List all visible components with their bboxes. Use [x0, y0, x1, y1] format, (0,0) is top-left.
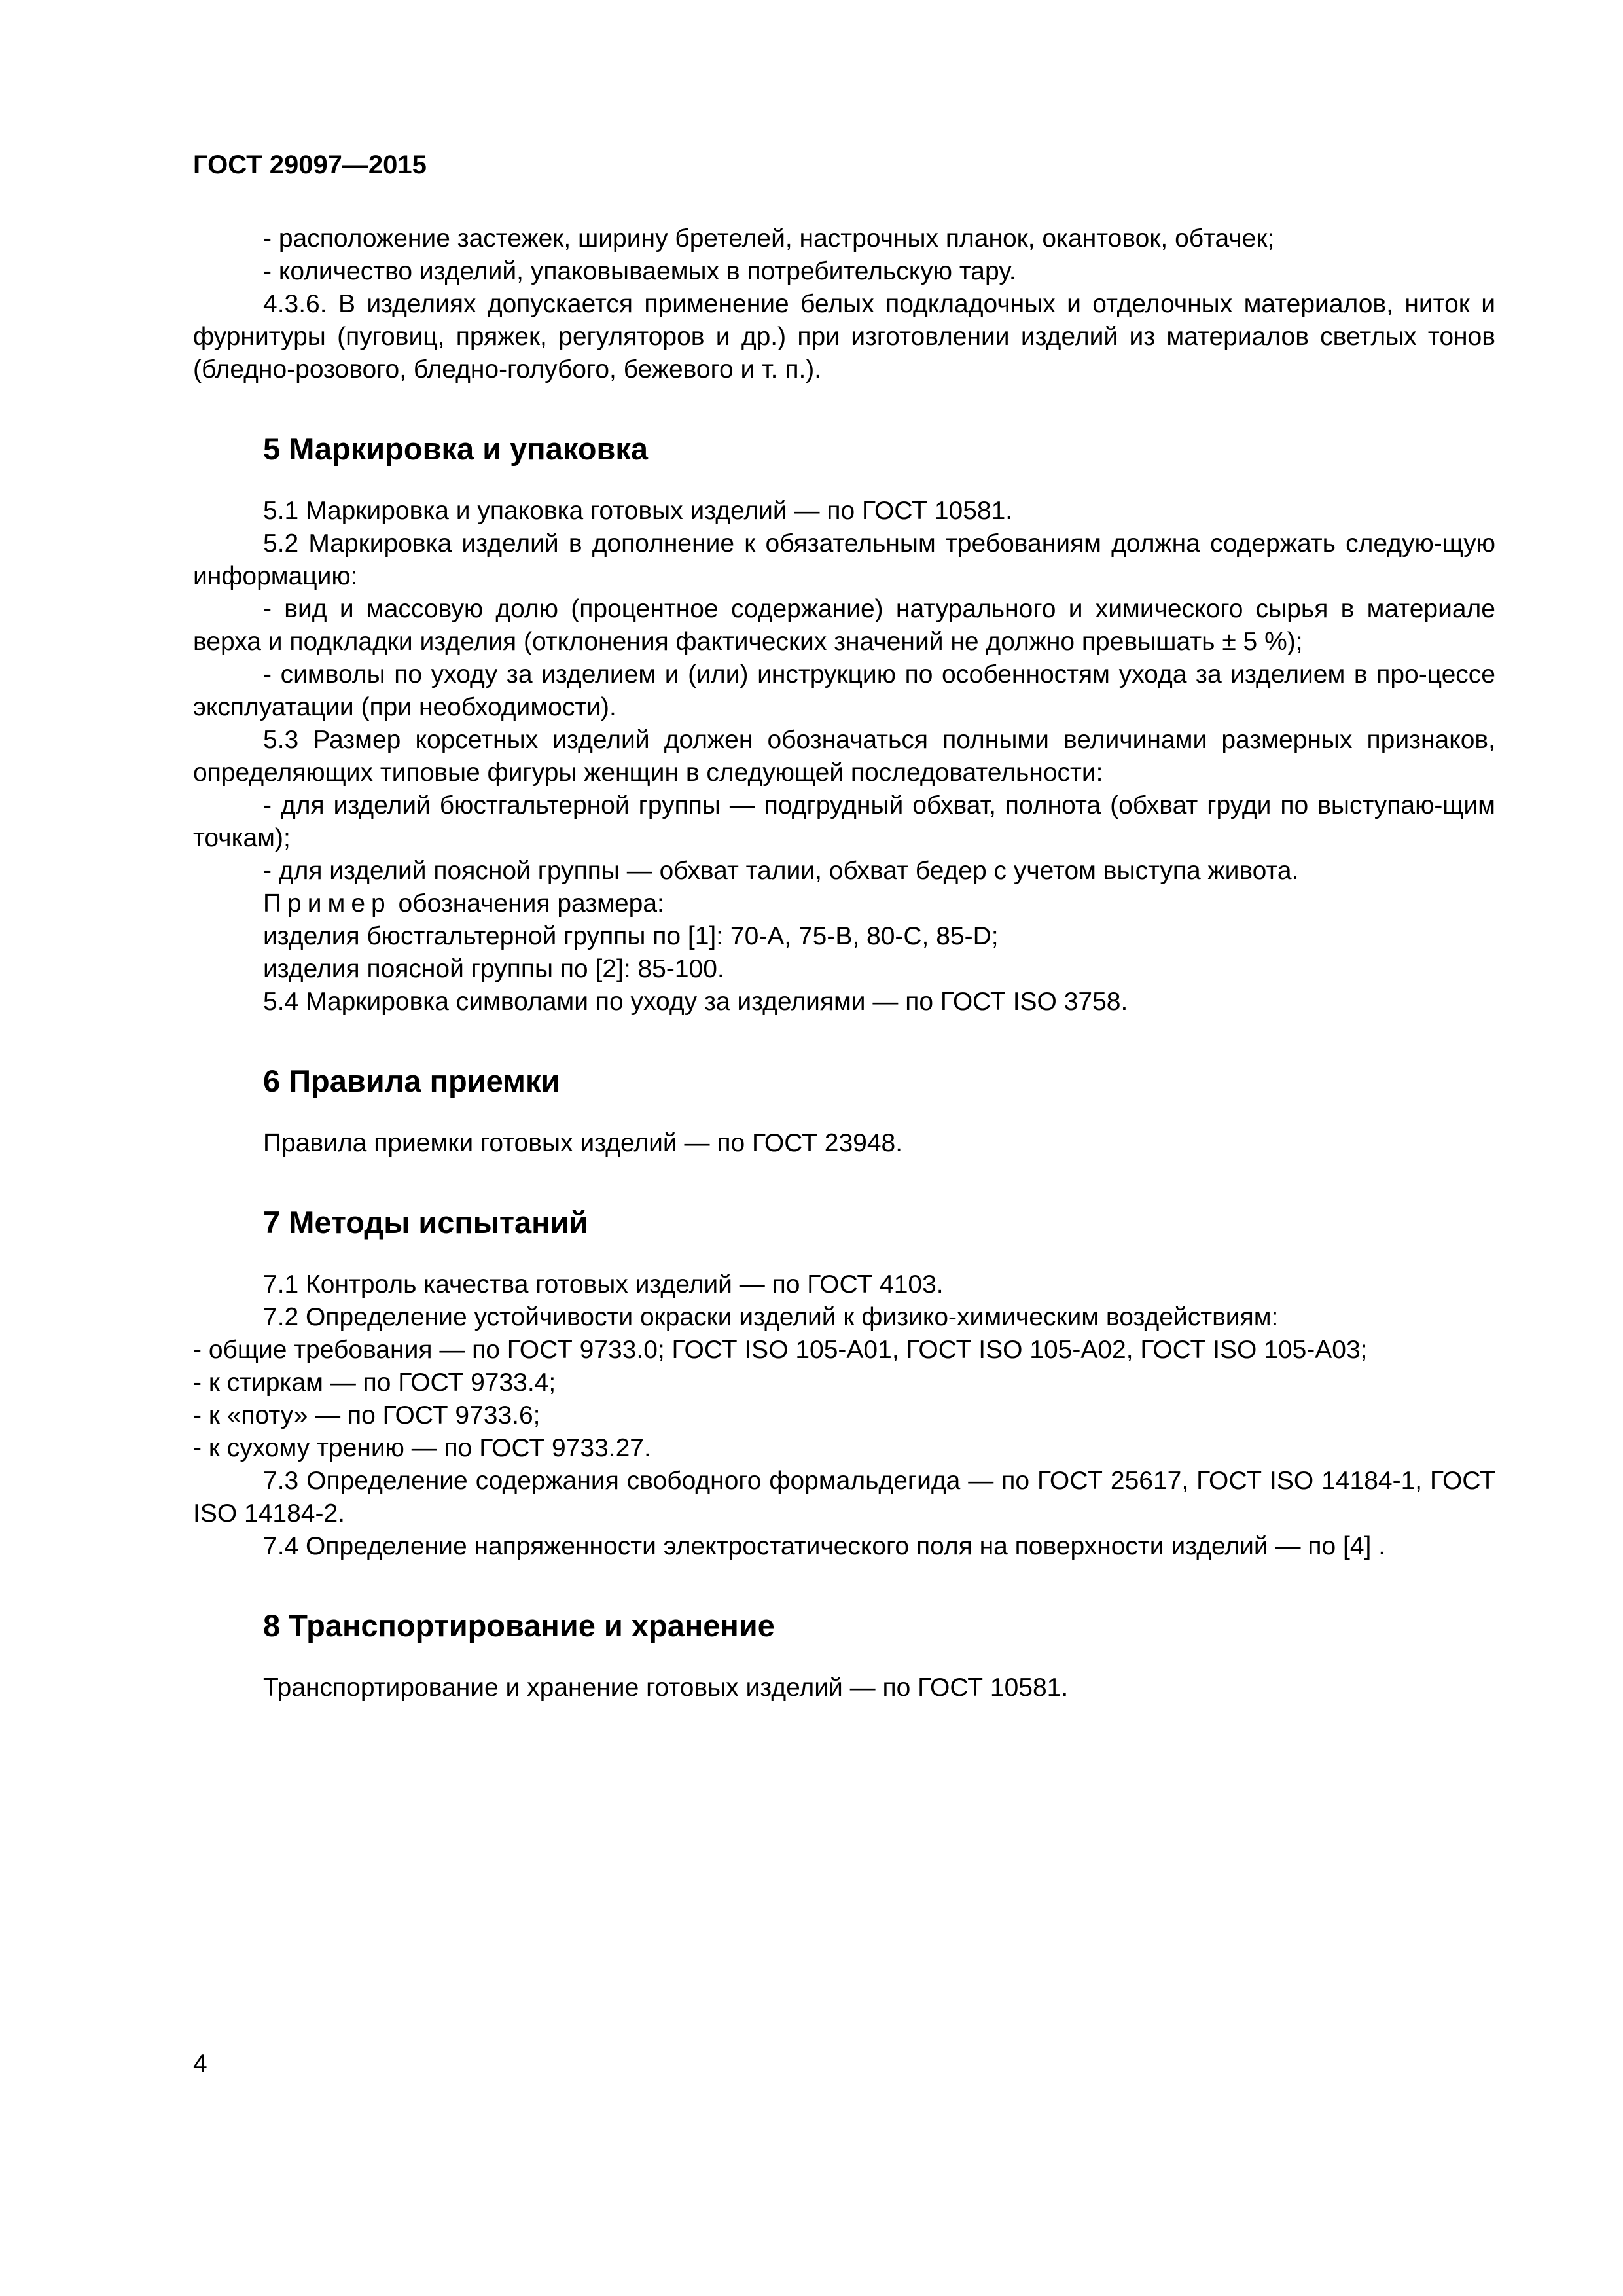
- paragraph-4-3-6: 4.3.6. В изделиях допускается применение белых подкладочных и отделочных материалов, ниток и фурнитуры (пуговиц, пряжек, регуляторов и др.) при изготовлении изделий из материалов светлых тонов (бледно-розового, бледно-голубого, бежевого и т. п.).: [193, 290, 1495, 384]
- document-header: ГОСТ 29097—2015: [193, 151, 427, 179]
- section-8-text: Транспортирование и хранение готовых изделий — по ГОСТ 10581.: [263, 1674, 1069, 1702]
- paragraph-7-4: 7.4 Определение напряженности электростатического поля на поверхности изделий — по [4] .: [263, 1532, 1386, 1560]
- example-caption-text: обозначения размера:: [391, 889, 664, 918]
- paragraph-7-1: 7.1 Контроль качества готовых изделий — по ГОСТ 4103.: [263, 1270, 944, 1299]
- list-item: - к «поту» — по ГОСТ 9733.6;: [193, 1401, 541, 1429]
- example-line: изделия поясной группы по [2]: 85-100.: [263, 955, 724, 983]
- list-item: - символы по уходу за изделием и (или) инструкцию по особенностям ухода за изделием в про-цессе эксплуатации (при необходимости).: [193, 660, 1495, 721]
- list-item: - общие требования — по ГОСТ 9733.0; ГОСТ ISO 105-А01, ГОСТ ISO 105-А02, ГОСТ ISO 105-А03;: [193, 1336, 1368, 1364]
- list-item: - расположение застежек, ширину бретелей, настрочных планок, окантовок, обтачек;: [263, 224, 1275, 253]
- paragraph-7-2: 7.2 Определение устойчивости окраски изделий к физико-химическим воздействиям:: [263, 1303, 1279, 1331]
- paragraph-7-3: 7.3 Определение содержания свободного формальдегида — по ГОСТ 25617, ГОСТ ISO 14184-1, ГОСТ ISO 14184-2.: [193, 1467, 1495, 1528]
- paragraph-5-2: 5.2 Маркировка изделий в дополнение к обязательным требованиям должна содержать следую-щую информацию:: [193, 529, 1495, 590]
- list-item: - количество изделий, упаковываемых в потребительскую тару.: [263, 257, 1016, 285]
- section-5-heading: 5 Маркировка и упаковка: [263, 431, 649, 466]
- example-line: изделия бюстгальтерной группы по [1]: 70-А, 75-В, 80-С, 85-D;: [263, 922, 999, 950]
- list-item: - для изделий поясной группы — обхват талии, обхват бедер с учетом выступа живота.: [263, 857, 1299, 885]
- example-label: Пример: [263, 889, 391, 918]
- paragraph-5-4: 5.4 Маркировка символами по уходу за изделиями — по ГОСТ ISO 3758.: [263, 988, 1128, 1016]
- list-item: - к стиркам — по ГОСТ 9733.4;: [193, 1369, 556, 1397]
- example-caption: [193, 888, 1495, 920]
- section-8-heading: 8 Транспортирование и хранение: [263, 1608, 775, 1643]
- list-item: - к сухому трению — по ГОСТ 9733.27.: [193, 1434, 651, 1462]
- section-6-text: Правила приемки готовых изделий — по ГОСТ 23948.: [263, 1129, 903, 1157]
- section-7-heading: 7 Методы испытаний: [263, 1205, 588, 1240]
- paragraph-5-3: 5.3 Размер корсетных изделий должен обозначаться полными величинами размерных признаков, определяющих типовые фигуры женщин в следующей последовательности:: [193, 726, 1495, 787]
- section-6-heading: 6 Правила приемки: [263, 1064, 560, 1098]
- list-item: - для изделий бюстгальтерной группы — подгрудный обхват, полнота (обхват груди по выступаю-щим точкам);: [193, 791, 1495, 852]
- list-item: - вид и массовую долю (процентное содержание) натурального и химического сырья в материале верха и подкладки изделия (отклонения фактических значений не должно превышать ± 5 %);: [193, 595, 1495, 656]
- page-number: 4: [193, 2050, 207, 2078]
- paragraph-5-1: 5.1 Маркировка и упаковка готовых изделий — по ГОСТ 10581.: [263, 497, 1013, 525]
- document-body: [193, 223, 1495, 1704]
